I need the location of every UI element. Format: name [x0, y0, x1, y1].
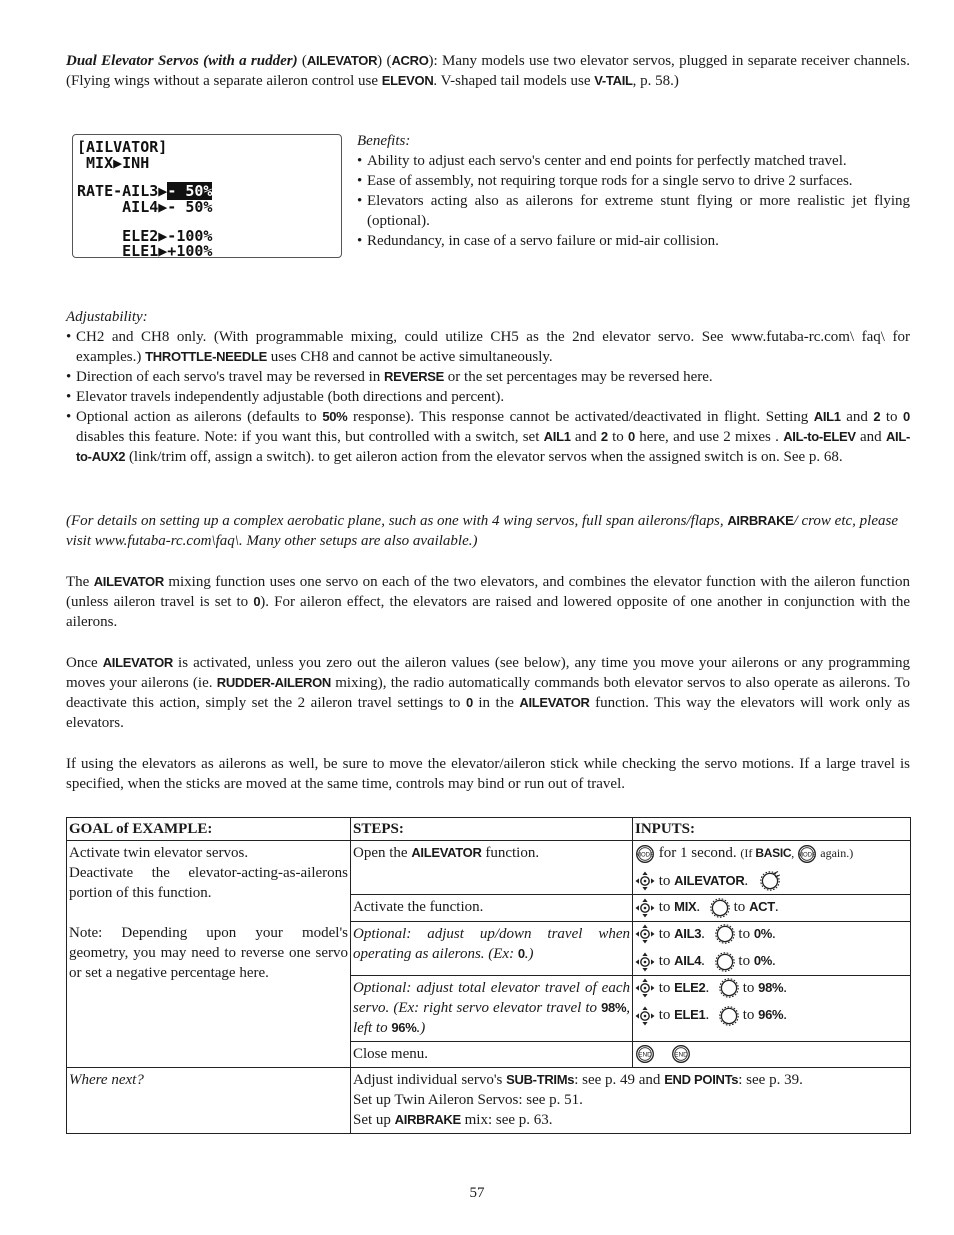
kw: 2 [600, 429, 608, 444]
list-item: • Ability to adjust each servo's center and end points for perfectly matched travel. [357, 151, 910, 171]
kw-ail3: AIL3 [674, 925, 702, 941]
kw-reverse: REVERSE [384, 369, 445, 384]
kw-ail-to-aux2: AIL-to-AUX2 [76, 429, 911, 464]
kw-ele1: ELE1 [674, 1007, 706, 1023]
kw: 0 [628, 429, 635, 444]
text: mix: see p. 63. [460, 1112, 553, 1129]
text: : see p. 49 and [574, 1072, 665, 1089]
dial-icon [715, 952, 735, 972]
kw: 98% [601, 999, 627, 1015]
input-cell [633, 895, 911, 922]
text: Set up [353, 1112, 395, 1129]
text: .) [524, 945, 534, 962]
table-row [67, 1068, 911, 1134]
text: .) [416, 1019, 426, 1036]
input-cell [633, 921, 911, 975]
intro-title: Dual Elevator Servos (with a rudder) [66, 53, 298, 69]
header-inputs: INPUTS: [633, 818, 911, 841]
text: here, and use 2 mixes . [634, 429, 784, 445]
text: to [734, 953, 754, 970]
cursor-key-icon [635, 1006, 655, 1026]
input-cell [633, 841, 911, 895]
text: and [855, 429, 886, 445]
kw: 0 [517, 945, 525, 961]
setup-note [66, 511, 910, 551]
input-line [635, 951, 908, 972]
lcd-line: ELE1▶+100% [77, 242, 213, 260]
text: or the set percentages may be reversed here. [444, 369, 713, 385]
input-cell [633, 1041, 911, 1068]
text: to [655, 953, 675, 970]
kw-sub-trims: SUB-TRIMs [506, 1072, 575, 1088]
text: . [744, 872, 749, 889]
cursor-key-icon [635, 898, 655, 918]
text: to [739, 979, 759, 996]
kw: 0 [253, 594, 261, 609]
kw-acro: ACRO [391, 53, 429, 68]
cursor-key-icon [635, 871, 655, 891]
end-key-icon [635, 1044, 655, 1064]
cursor-key-icon [635, 924, 655, 944]
goal-cell [67, 841, 351, 1068]
kw-ailevator: AILEVATOR [93, 574, 164, 589]
lcd-label: RATE-AIL3▶ [77, 182, 168, 200]
dial-press-icon [760, 871, 780, 891]
kw-rudder-aileron: RUDDER-AILERON [216, 675, 331, 690]
dial-icon [719, 1006, 739, 1026]
kw-ail4: AIL4 [674, 953, 702, 969]
goal-line: Deactivate the elevator-acting-as-ailerons portion of this function. [69, 865, 348, 901]
text: Adjust individual servo's [353, 1072, 507, 1089]
text: is activated, unless you zero out the aileron values (see below), any time you move your ailerons or any programming moves your ailerons (ie. [66, 655, 910, 691]
text: disables this feature. Note: if you want this, but controlled with a switch, set [76, 429, 544, 445]
lcd-line: ELE2▶-100% [77, 227, 213, 245]
text: function. [481, 845, 540, 861]
table-row [67, 841, 911, 895]
lcd-line [77, 183, 212, 199]
steps-table [66, 817, 911, 1134]
kw: 0% [753, 953, 773, 969]
list-item: • Redundancy, in case of a servo failure or mid-air collision. [357, 231, 910, 251]
text: . [783, 1007, 788, 1024]
list-item: • Elevator travels independently adjustable (both directions and percent). [66, 387, 910, 407]
text: ). For aileron effect, the elevators are raised and lowered opposite of one another in conjunction with the ailerons. [66, 594, 911, 630]
text: response). This response cannot be activated/deactivated in flight. Setting [347, 409, 814, 425]
kw: 96% [391, 1019, 417, 1035]
text: to [655, 899, 675, 916]
list-item: • Ease of assembly, not requiring torque rods for a single servo to drive 2 surfaces. [357, 171, 910, 191]
text: . [705, 979, 710, 996]
kw: 0 [465, 695, 473, 710]
text: to [655, 925, 675, 942]
text: / crow etc, please visit www.futaba-rc.com\faq\. Many other setups are also available.) [66, 513, 898, 549]
text: Optional: adjust up/down travel when operating as ailerons. (Ex: [353, 925, 630, 962]
text: . [705, 1007, 710, 1024]
list-item [66, 407, 910, 467]
step-cell [351, 921, 633, 975]
next-line [353, 1070, 908, 1090]
header-steps: STEPS: [351, 818, 633, 841]
input-cell [633, 975, 911, 1041]
text: to [880, 409, 904, 425]
goal-note: Note: Depending upon your model's geometry, you may need to reverse one servo or set a negative percentage here. [69, 925, 348, 981]
list-item: • Elevators acting also as ailerons for extreme stunt flying or more realistic jet flying (optional). [357, 191, 910, 231]
kw-ailevator: AILEVATOR [519, 695, 590, 710]
kw: 96% [758, 1007, 784, 1023]
kw: 0% [753, 925, 773, 941]
intro-text: , p. 58.) [632, 73, 679, 89]
cursor-key-icon [635, 978, 655, 998]
kw-elevon: ELEVON [381, 73, 434, 88]
text: Optional: adjust total elevator travel of each servo. (Ex: right servo elevator travel to [353, 979, 630, 1016]
step-cell: Activate the function. [351, 895, 633, 922]
step-cell: Close menu. [351, 1041, 633, 1068]
text: . [701, 953, 705, 970]
page-number: 57 [469, 1185, 485, 1201]
dial-icon [710, 898, 730, 918]
adjustability-section [66, 307, 910, 467]
lcd-line: [AILVATOR] [77, 138, 168, 156]
text: uses CH8 and cannot be active simultaneously. [267, 349, 553, 365]
kw: AIL1 [543, 429, 571, 444]
paragraph-caution: If using the elevators as ailerons as well, be sure to move the elevator/aileron stick while checking the servo motions. If a large travel is specified, when the sticks are moved at the same time, controls may bind or run out of travel. [66, 756, 910, 792]
mode-key-icon [635, 844, 655, 864]
lcd-screen [72, 134, 342, 258]
svg-text:MODE: MODE [798, 852, 817, 859]
text: . [772, 953, 776, 970]
text: (link/trim off, assign a switch). to get aileron action from the elevator servos when the assigned switch is on. See p. 68. [125, 449, 843, 465]
cursor-key-icon [635, 952, 655, 972]
text: Once [66, 655, 103, 671]
kw-ailevator: AILEVATOR [674, 872, 745, 888]
text: , [791, 846, 798, 860]
text: for 1 second. [655, 845, 741, 861]
text: to [655, 872, 675, 889]
kw-ail-to-elev: AIL-to-ELEV [783, 429, 856, 444]
input-line [635, 978, 908, 999]
end-key-icon [671, 1044, 691, 1064]
text: (For details on setting up a complex aerobatic plane, such as one with 4 wing servos, full span ailerons/flaps, [66, 513, 728, 529]
kw-ailevator: AILEVATOR [411, 845, 482, 860]
text: . [774, 899, 779, 916]
text: , left to [353, 999, 630, 1036]
text: : see p. 39. [738, 1072, 803, 1089]
kw-airbrake: AIRBRAKE [727, 513, 794, 528]
benefits-section [357, 131, 910, 251]
text: to [729, 899, 750, 916]
kw-basic: BASIC [755, 846, 792, 860]
text: CH2 and CH8 only. (With programmable mixing, could utilize CH5 as the 2nd elevator servo. See www.futaba-rc.com\ faq\ for examples.) [76, 329, 910, 365]
dial-icon [719, 978, 739, 998]
where-next-cell: Where next? [67, 1068, 351, 1134]
text: . [696, 899, 701, 916]
text: mixing function uses one servo on each of the two elevators, and combines the elevator function with the aileron function (unless aileron travel is set to [66, 574, 910, 610]
input-line [635, 843, 908, 864]
svg-text:END: END [673, 1051, 688, 1059]
text: . [772, 925, 776, 942]
kw-ailevator: AILEVATOR [102, 655, 173, 670]
text: Direction of each servo's travel may be reversed in [76, 369, 384, 385]
text: Optional action as ailerons (defaults to [76, 409, 323, 425]
header-goal: GOAL of EXAMPLE: [67, 818, 351, 841]
next-line [353, 1110, 908, 1130]
dial-icon [715, 924, 735, 944]
text: (If [740, 846, 756, 860]
text: The [66, 574, 94, 590]
text: in the [472, 695, 520, 711]
input-line [635, 924, 908, 945]
intro-paragraph: Dual Elevator Servos (with a rudder) (AILEVATOR) (ACRO): Many models use two elevator servos, plugged in separate receiver channels. (Flying wings without a separate aileron control use ELEVON. V-shaped tail models use V-TAIL, p. 58.) [66, 53, 911, 89]
kw-mix: MIX [674, 899, 697, 915]
next-steps-cell [351, 1068, 911, 1134]
intro-text: : Many models use two elevator servos, plugged in separate receiver channels. (Flying wings without a separate aileron control use [66, 53, 911, 89]
paragraph-function [66, 572, 910, 632]
text: to [655, 979, 675, 996]
input-line [635, 871, 908, 892]
text: to [734, 925, 754, 942]
text: again.) [817, 846, 854, 860]
benefits-list [357, 151, 910, 251]
kw: 50% [322, 409, 348, 424]
text: function. This way the elevators will work only as elevators. [66, 695, 910, 731]
adjustability-heading: Adjustability: [66, 309, 148, 325]
text: to [655, 1007, 675, 1024]
adjustability-list [66, 327, 910, 467]
table-header-row [67, 818, 911, 841]
text: . [701, 925, 705, 942]
list-item [66, 327, 910, 367]
kw: 2 [873, 409, 881, 424]
kw: 98% [758, 979, 784, 995]
input-line [635, 1005, 908, 1026]
lcd-line: AIL4▶- 50% [77, 198, 213, 216]
step-cell [351, 975, 633, 1041]
next-line: Set up Twin Aileron Servos: see p. 51. [353, 1092, 583, 1109]
text: Open the [353, 845, 412, 861]
kw-throttle-needle: THROTTLE-NEEDLE [145, 349, 268, 364]
kw: 0 [903, 409, 910, 424]
kw: AIL1 [813, 409, 841, 424]
kw-end-points: END POINTs [664, 1072, 739, 1088]
text: and [840, 409, 874, 425]
list-item [66, 367, 910, 387]
kw-ailevator: AILEVATOR [306, 53, 378, 68]
text: and [570, 429, 601, 445]
goal-line: Activate twin elevator servos. [69, 845, 249, 861]
kw-ele2: ELE2 [674, 979, 706, 995]
paragraph-activation [66, 653, 910, 733]
lcd-line: MIX▶INH [77, 154, 150, 172]
benefits-heading: Benefits: [357, 133, 411, 149]
svg-text:END: END [638, 1051, 652, 1059]
mode-key-icon [797, 844, 817, 864]
text: . [783, 979, 788, 996]
text: to [607, 429, 629, 445]
text: mixing), the radio automatically commands both elevator servos to also operate as ailerons. To deactivate this action, simply set the 2 aileron travel settings to [66, 675, 910, 711]
lcd-highlight-value: - 50% [167, 182, 213, 200]
svg-text:MODE: MODE [636, 852, 654, 859]
step-cell [351, 841, 633, 895]
kw-airbrake: AIRBRAKE [394, 1112, 461, 1128]
intro-text: . V-shaped tail models use [433, 73, 595, 89]
kw-v-tail: V-TAIL [594, 73, 633, 88]
kw-act: ACT [749, 899, 775, 915]
text: to [739, 1007, 759, 1024]
